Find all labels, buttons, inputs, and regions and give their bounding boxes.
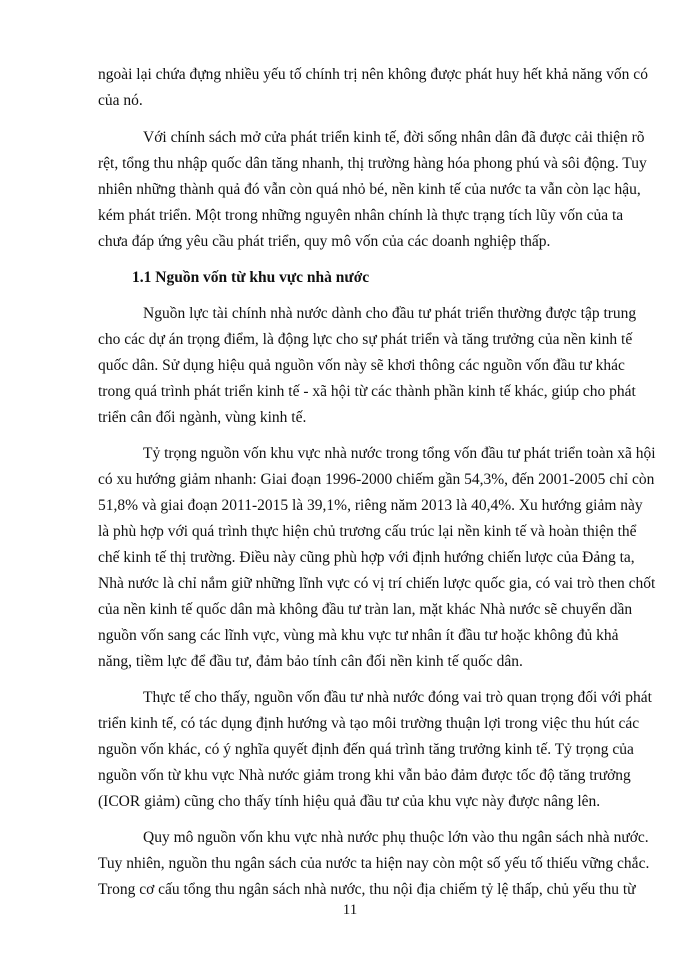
- text-line: Quy mô nguồn vốn khu vực nhà nước phụ thuộc lớn vào thu ngân sách nhà nước.: [143, 829, 649, 846]
- text-line: (ICOR giảm) cũng cho thấy tính hiệu quả đầu tư của khu vực này được nâng lên.: [98, 793, 601, 810]
- text-line: chưa đáp ứng yêu cầu phát triển, quy mô vốn của các doanh nghiệp thấp.: [98, 233, 551, 250]
- text-line: Trong cơ cấu tổng thu ngân sách nhà nước, thu nội địa chiếm tỷ lệ thấp, chủ yếu thu từ: [98, 881, 636, 898]
- text-line: chế kinh tế thị trường. Điều này cũng phù hợp với định hướng chiến lược của Đảng ta,: [98, 549, 635, 566]
- text-line: ngoài lại chứa đựng nhiều yếu tố chính trị nên không được phát huy hết khả năng vốn có: [98, 66, 648, 83]
- text-line: Nhà nước là chỉ nắm giữ những lĩnh vực có vị trí chiến lược quốc gia, có vai trò then chốt: [98, 575, 656, 592]
- section-heading: 1.1 Nguồn vốn từ khu vực nhà nước: [132, 269, 370, 286]
- text-line: của nó.: [98, 92, 143, 109]
- page-number: 11: [342, 902, 358, 918]
- text-line: trong quá trình phát triển kinh tế - xã hội từ các thành phần kinh tế khác, giúp cho phát: [98, 383, 636, 400]
- text-line: rệt, tổng thu nhập quốc dân tăng nhanh, thị trường hàng hóa phong phú và sôi động. Tuy: [98, 155, 647, 172]
- text-line: quốc dân. Sử dụng hiệu quả nguồn vốn này sẽ khơi thông các nguồn vốn đầu tư khác: [98, 357, 625, 374]
- text-line: Thực tế cho thấy, nguồn vốn đầu tư nhà nước đóng vai trò quan trọng đối với phát: [143, 689, 652, 706]
- text-line: Tỷ trọng nguồn vốn khu vực nhà nước trong tổng vốn đầu tư phát triển toàn xã hội: [143, 445, 656, 462]
- text-line: Tuy nhiên, nguồn thu ngân sách của nước ta hiện nay còn một số yếu tố thiếu vững chắc.: [98, 855, 650, 872]
- text-line: nguồn vốn sang các lĩnh vực, vùng mà khu vực tư nhân ít đầu tư hoặc không đủ khả: [98, 627, 619, 644]
- text-line: kém phát triển. Một trong những nguyên nhân chính là thực trạng tích lũy vốn của ta: [98, 207, 624, 224]
- text-line: của nền kinh tế quốc dân mà không đầu tư tràn lan, mặt khác Nhà nước sẽ chuyển dần: [98, 601, 633, 618]
- text-line: Nguồn lực tài chính nhà nước dành cho đầu tư phát triển thường được tập trung: [143, 305, 637, 322]
- text-line: là phù hợp với quá trình thực hiện chủ trương cấu trúc lại nền kinh tế và hoàn thiện thể: [98, 523, 637, 540]
- text-line: nguồn vốn từ khu vực Nhà nước giảm trong khi vẫn bảo đảm được tốc độ tăng trưởng: [98, 767, 631, 784]
- text-line: cho các dự án trọng điểm, là động lực cho sự phát triển và tăng trưởng của nền kinh tế: [98, 331, 633, 348]
- text-line: có xu hướng giảm nhanh: Giai đoạn 1996-2000 chiếm gần 54,3%, đến 2001-2005 chỉ còn: [98, 471, 655, 488]
- text-line: 51,8% và giai đoạn 2011-2015 là 39,1%, riêng năm 2013 là 40,4%. Xu hướng giảm này: [98, 497, 643, 514]
- text-line: triển cân đối ngành, vùng kinh tế.: [98, 409, 307, 426]
- text-line: nhiên những thành quả đó vẫn còn quá nhỏ bé, nền kinh tế của nước ta vẫn còn lạc hậu,: [98, 181, 641, 198]
- text-line: năng, tiềm lực để đầu tư, đảm bảo tính cân đối nền kinh tế quốc dân.: [98, 653, 523, 670]
- text-line: triển kinh tế, có tác dụng định hướng và tạo môi trường thuận lợi trong việc thu hút các: [98, 715, 640, 732]
- text-line: Với chính sách mở cửa phát triển kinh tế, đời sống nhân dân đã được cải thiện rõ: [143, 129, 645, 146]
- text-line: nguồn vốn khác, có ý nghĩa quyết định đến quá trình tăng trưởng kinh tế. Tỷ trọng của: [98, 741, 634, 758]
